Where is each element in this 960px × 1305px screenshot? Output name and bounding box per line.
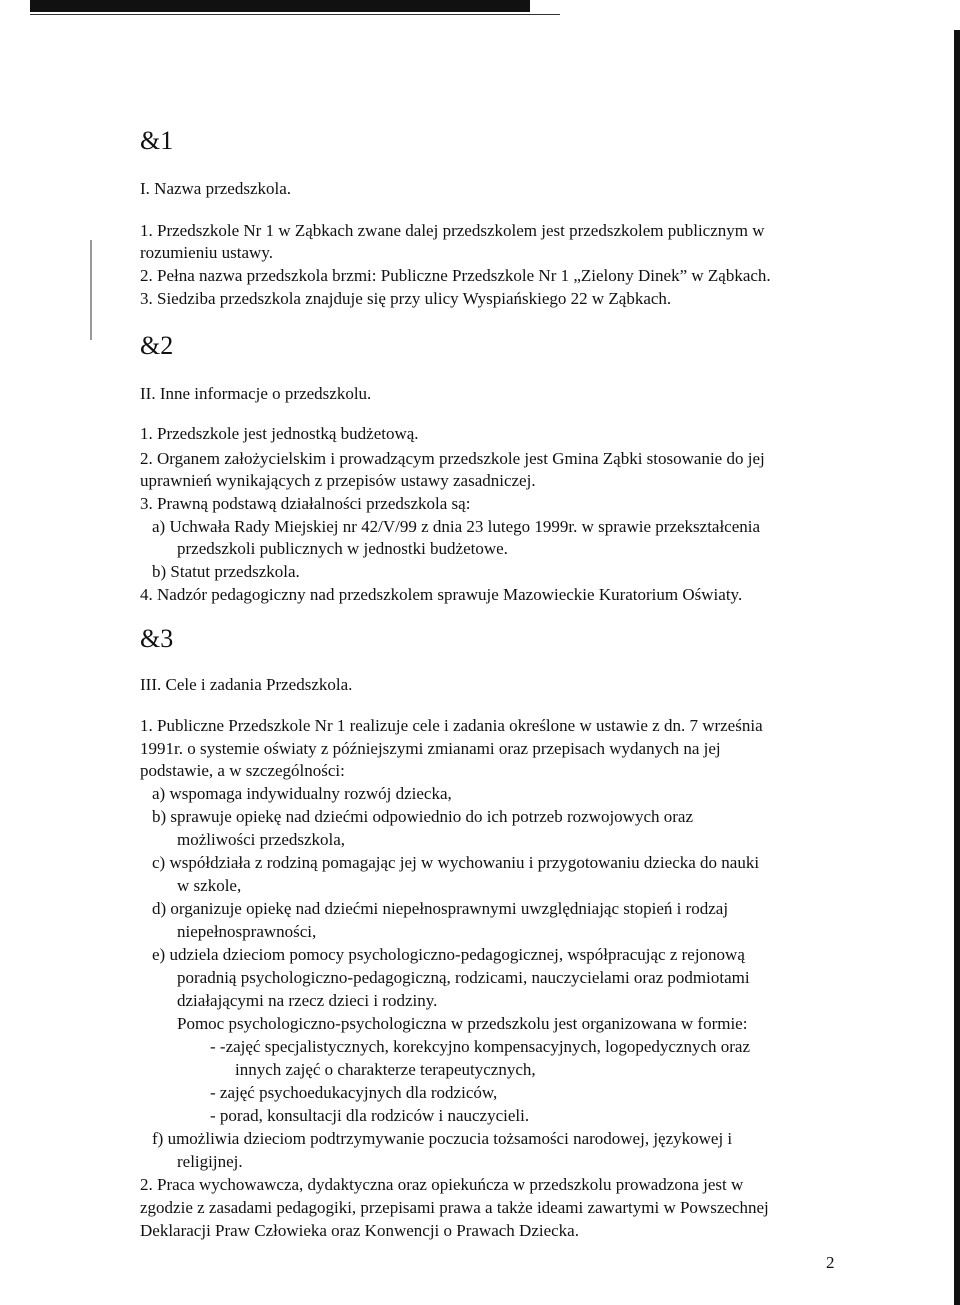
paragraph-line: 1. Przedszkole Nr 1 w Ząbkach zwane dalej przedszkolem jest przedszkolem publicznym w <box>140 221 765 240</box>
paragraph-line: Pomoc psychologiczno-psychologiczna w przedszkolu jest organizowana w formie: <box>177 1014 748 1033</box>
list-item-b: b) sprawuje opiekę nad dziećmi odpowiednio do ich potrzeb rozwojowych oraz <box>152 807 693 826</box>
paragraph-line: 2. Pełna nazwa przedszkola brzmi: Publiczne Przedszkole Nr 1 „Zielony Dinek” w Ząbkach. <box>140 266 771 285</box>
list-item-continuation: niepełnosprawności, <box>177 922 317 941</box>
paragraph-line: podstawie, a w szczególności: <box>140 761 345 780</box>
dash-item: - -zajęć specjalistycznych, korekcyjno kompensacyjnych, logopedycznych oraz <box>210 1037 750 1056</box>
list-item-continuation: poradnią psychologiczno-pedagogiczną, rodzicami, nauczycielami oraz podmiotami <box>177 968 750 987</box>
scan-artifact-top-line <box>30 14 560 15</box>
paragraph-line: rozumieniu ustawy. <box>140 243 273 262</box>
list-item-continuation: przedszkoli publicznych w jednostki budżetowe. <box>177 539 508 558</box>
list-item-c: c) współdziała z rodziną pomagając jej w wychowaniu i przygotowaniu dziecka do nauki <box>152 853 760 872</box>
paragraph-line: uprawnień wynikających z przepisów ustawy zasadniczej. <box>140 471 536 490</box>
list-item-f: f) umożliwia dzieciom podtrzymywanie poczucia tożsamości narodowej, językowej i <box>152 1129 733 1148</box>
section-title-1: I. Nazwa przedszkola. <box>140 179 292 198</box>
dash-item-continuation: innych zajęć o charakterze terapeutycznych, <box>235 1060 536 1079</box>
section-mark-1: &1 <box>140 126 174 155</box>
scan-artifact-top-bar <box>30 0 530 12</box>
paragraph-line: 3. Siedziba przedszkola znajduje się przy ulicy Wyspiańskiego 22 w Ząbkach. <box>140 289 672 308</box>
list-item-continuation: w szkole, <box>177 876 242 895</box>
paragraph-line: zgodzie z zasadami pedagogiki, przepisami prawa a także ideami zawartymi w Powszechnej <box>140 1198 769 1217</box>
section-mark-2: &2 <box>140 331 174 360</box>
paragraph-line: 1991r. o systemie oświaty z późniejszymi zmianami oraz przepisach wydanych na jej <box>140 739 721 758</box>
list-item-d: d) organizuje opiekę nad dziećmi niepełnosprawnymi uwzględniając stopień i rodzaj <box>152 899 729 918</box>
list-item-e: e) udziela dzieciom pomocy psychologiczno-pedagogicznej, współpracując z rejonową <box>152 945 745 964</box>
paragraph-line: 1. Przedszkole jest jednostką budżetową. <box>140 424 419 443</box>
section-title-2: II. Inne informacje o przedszkolu. <box>140 384 372 403</box>
paragraph-line: 4. Nadzór pedagogiczny nad przedszkolem sprawuje Mazowieckie Kuratorium Oświaty. <box>140 585 743 604</box>
list-item-b: b) Statut przedszkola. <box>152 562 300 581</box>
paragraph-line: 3. Prawną podstawą działalności przedszkola są: <box>140 494 471 513</box>
section-mark-3: &3 <box>140 624 174 653</box>
paragraph-line: 2. Praca wychowawcza, dydaktyczna oraz opiekuńcza w przedszkolu prowadzona jest w <box>140 1175 744 1194</box>
paragraph-line: Deklaracji Praw Człowieka oraz Konwencji o Prawach Dziecka. <box>140 1221 579 1240</box>
list-item-continuation: religijnej. <box>177 1152 243 1171</box>
list-item-continuation: możliwości przedszkola, <box>177 830 346 849</box>
scan-artifact-right-edge <box>954 30 960 1305</box>
paragraph-line: 2. Organem założycielskim i prowadzącym przedszkole jest Gmina Ząbki stosowanie do jej <box>140 449 765 468</box>
dash-item: - zajęć psychoedukacyjnych dla rodziców, <box>210 1083 498 1102</box>
scan-artifact-left-mark <box>90 240 92 340</box>
list-item-continuation: działającymi na rzecz dzieci i rodziny. <box>177 991 438 1010</box>
list-item-a: a) Uchwała Rady Miejskiej nr 42/V/99 z dnia 23 lutego 1999r. w sprawie przekształcenia <box>152 517 761 536</box>
dash-item: - porad, konsultacji dla rodziców i nauczycieli. <box>210 1106 530 1125</box>
section-title-3: III. Cele i zadania Przedszkola. <box>140 675 353 694</box>
paragraph-line: 1. Publiczne Przedszkole Nr 1 realizuje cele i zadania określone w ustawie z dn. 7 września <box>140 716 763 735</box>
page-number: 2 <box>826 1253 835 1272</box>
list-item-a: a) wspomaga indywidualny rozwój dziecka, <box>152 784 452 803</box>
